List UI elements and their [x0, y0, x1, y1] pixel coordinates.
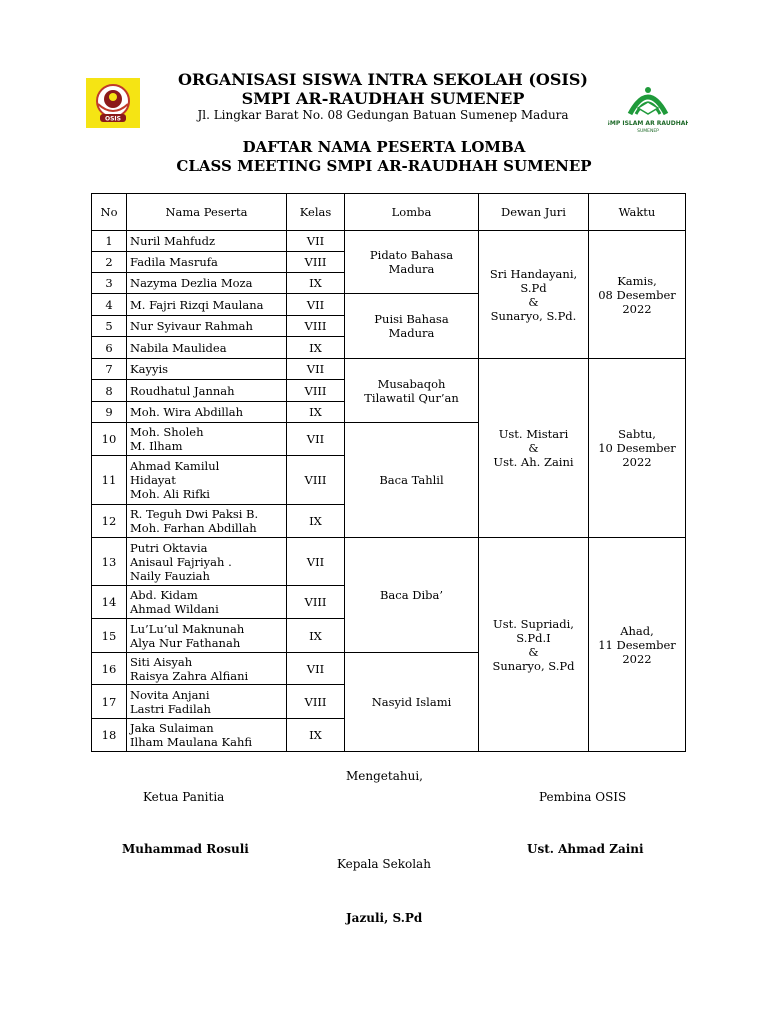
- osis-logo: [86, 78, 140, 128]
- school-name: SMPI AR-RAUDHAH SUMENEP: [241, 89, 525, 108]
- table-row: [92, 359, 686, 380]
- cell-kelas: VII: [287, 538, 345, 586]
- participant-table: [91, 193, 686, 752]
- header-lomba: Lomba: [345, 194, 479, 231]
- cell-no: 16: [92, 653, 127, 685]
- cell-nama: Putri Oktavia Anisaul Fajriyah . Naily Fauziah: [127, 538, 287, 586]
- cell-nama: Kayyis: [127, 359, 287, 380]
- cell-lomba: Pidato Bahasa Madura: [345, 231, 479, 294]
- cell-no: 2: [92, 252, 127, 273]
- cell-no: 5: [92, 316, 127, 337]
- cell-kelas: VII: [287, 294, 345, 316]
- cell-no: 13: [92, 538, 127, 586]
- table-row: [92, 538, 686, 586]
- cell-nama: M. Fajri Rizqi Maulana: [127, 294, 287, 316]
- cell-nama: Moh. Wira Abdillah: [127, 402, 287, 423]
- cell-nama: Lu’Lu’ul Maknunah Alya Nur Fathanah: [127, 619, 287, 653]
- cell-no: 3: [92, 273, 127, 294]
- cell-kelas: IX: [287, 273, 345, 294]
- cell-kelas: IX: [287, 505, 345, 538]
- cell-no: 14: [92, 586, 127, 619]
- cell-nama: Moh. Sholeh M. Ilham: [127, 423, 287, 456]
- cell-kelas: VIII: [287, 456, 345, 505]
- cell-waktu: Kamis, 08 Desember 2022: [589, 231, 686, 359]
- cell-no: 4: [92, 294, 127, 316]
- cell-juri: Sri Handayani, S.Pd & Sunaryo, S.Pd.: [479, 231, 589, 359]
- cell-no: 17: [92, 685, 127, 719]
- cell-nama: Fadila Masrufa: [127, 252, 287, 273]
- cell-kelas: VII: [287, 423, 345, 456]
- cell-no: 1: [92, 231, 127, 252]
- school-logo-subtext: SUMENEP: [637, 129, 659, 134]
- cell-nama: Nazyma Dezlia Moza: [127, 273, 287, 294]
- document-subtitle: CLASS MEETING SMPI AR-RAUDHAH SUMENEP: [176, 157, 592, 175]
- cell-kelas: IX: [287, 402, 345, 423]
- cell-juri: Ust. Supriadi, S.Pd.I & Sunaryo, S.Pd: [479, 538, 589, 752]
- cell-no: 10: [92, 423, 127, 456]
- cell-no: 12: [92, 505, 127, 538]
- cell-kelas: VIII: [287, 586, 345, 619]
- cell-no: 9: [92, 402, 127, 423]
- cell-nama: Jaka Sulaiman Ilham Maulana Kahfi: [127, 719, 287, 752]
- cell-nama: Nabila Maulidea: [127, 337, 287, 359]
- cell-lomba: Baca Diba’: [345, 538, 479, 653]
- cell-no: 11: [92, 456, 127, 505]
- cell-nama: Abd. Kidam Ahmad Wildani: [127, 586, 287, 619]
- cell-nama: Novita Anjani Lastri Fadilah: [127, 685, 287, 719]
- cell-lomba: Baca Tahlil: [345, 423, 479, 538]
- cell-kelas: VII: [287, 359, 345, 380]
- cell-no: 15: [92, 619, 127, 653]
- header-juri: Dewan Juri: [479, 194, 589, 231]
- osis-logo-text: OSIS: [105, 115, 121, 123]
- cell-kelas: VIII: [287, 380, 345, 402]
- cell-nama: Nuril Mahfudz: [127, 231, 287, 252]
- cell-nama: Ahmad Kamilul Hidayat Moh. Ali Rifki: [127, 456, 287, 505]
- cell-waktu: Sabtu, 10 Desember 2022: [589, 359, 686, 538]
- ketua-panitia-title: Ketua Panitia: [143, 790, 225, 804]
- cell-waktu: Ahad, 11 Desember 2022: [589, 538, 686, 752]
- cell-nama: Siti Aisyah Raisya Zahra Alfiani: [127, 653, 287, 685]
- cell-no: 6: [92, 337, 127, 359]
- cell-juri: Ust. Mistari & Ust. Ah. Zaini: [479, 359, 589, 538]
- cell-lomba: Puisi Bahasa Madura: [345, 294, 479, 359]
- cell-kelas: VIII: [287, 252, 345, 273]
- pembina-osis-title: Pembina OSIS: [539, 790, 627, 804]
- kepala-sekolah-name: Jazuli, S.Pd: [346, 911, 423, 925]
- school-logo: [608, 74, 688, 138]
- cell-lomba: Musabaqoh Tilawatil Qur’an: [345, 359, 479, 423]
- pembina-osis-name: Ust. Ahmad Zaini: [527, 842, 644, 856]
- header-no: No: [92, 194, 127, 231]
- cell-kelas: IX: [287, 337, 345, 359]
- cell-kelas: VIII: [287, 685, 345, 719]
- cell-kelas: VIII: [287, 316, 345, 337]
- school-logo-text: SMP ISLAM AR RAUDHAH: [608, 120, 688, 127]
- cell-no: 7: [92, 359, 127, 380]
- header-kelas: Kelas: [287, 194, 345, 231]
- document-title: DAFTAR NAMA PESERTA LOMBA: [242, 138, 526, 156]
- org-name: ORGANISASI SISWA INTRA SEKOLAH (OSIS): [177, 70, 588, 89]
- cell-lomba: Nasyid Islami: [345, 653, 479, 752]
- table-row: [92, 231, 686, 252]
- ketua-panitia-name: Muhammad Rosuli: [122, 842, 249, 856]
- cell-nama: R. Teguh Dwi Paksi B. Moh. Farhan Abdillah: [127, 505, 287, 538]
- table-header-row: [92, 194, 686, 231]
- cell-kelas: IX: [287, 719, 345, 752]
- cell-no: 18: [92, 719, 127, 752]
- cell-nama: Nur Syivaur Rahmah: [127, 316, 287, 337]
- cell-nama: Roudhatul Jannah: [127, 380, 287, 402]
- cell-kelas: IX: [287, 619, 345, 653]
- header-waktu: Waktu: [589, 194, 686, 231]
- mengetahui-label: Mengetahui,: [346, 769, 423, 783]
- cell-no: 8: [92, 380, 127, 402]
- kepala-sekolah-title: Kepala Sekolah: [337, 857, 431, 871]
- header-nama: Nama Peserta: [127, 194, 287, 231]
- cell-kelas: VII: [287, 231, 345, 252]
- cell-kelas: VII: [287, 653, 345, 685]
- school-address: Jl. Lingkar Barat No. 08 Gedungan Batuan Sumenep Madura: [197, 108, 569, 122]
